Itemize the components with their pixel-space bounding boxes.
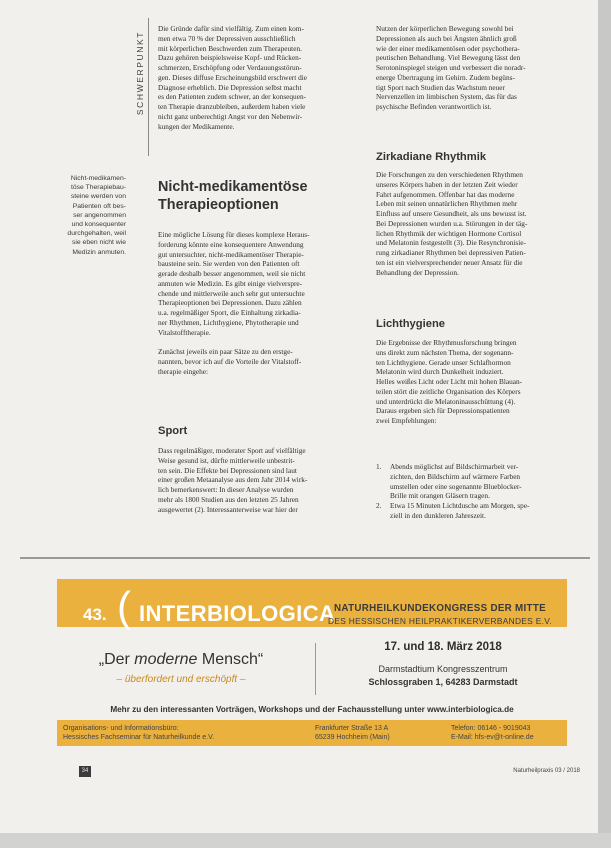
ad-congress-subtitle: DES HESSISCHEN HEILPRAKTIKERVERBANDES E.V. <box>328 616 552 626</box>
text-line: Leben mit seinen unnatürlichen Rhythmen mehr <box>376 199 518 209</box>
text-line: Nervenzellen im limbischen System, das für das <box>376 92 517 102</box>
list-text <box>390 462 576 501</box>
col1-intro <box>158 24 350 131</box>
text-line: Fahrt aufgenommen. Offenbar hat das moderne <box>376 189 515 199</box>
venue-line: Darmstadtium Kongresszentrum <box>378 664 508 674</box>
heading-zirkadiane-rhythmik: Zirkadiane Rhythmik <box>376 151 487 163</box>
email-line: E-Mail: hfs-ev@t-online.de <box>451 734 534 741</box>
list-item <box>376 462 576 501</box>
text-line: tigt Sport nach Studien das Wachstum neuer <box>376 82 505 92</box>
text-line: ten Therapie dranzubleiben, außerdem haben viele <box>158 102 306 111</box>
text-line: rung zirkadianer Rhythmen bei depressiven Patien- <box>376 248 526 257</box>
text-line: therapie eingehe: <box>158 366 209 376</box>
col1-sport <box>158 446 354 514</box>
section-divider <box>148 18 149 156</box>
col2-intro <box>376 24 574 112</box>
text-line: einer großen Metaanalyse aus dem Jahr 2014 wirk- <box>158 475 308 485</box>
text-line: psychische Befinden verantwortlich ist. <box>376 102 492 111</box>
text-line: wie der einer medikamentösen oder psychothera- <box>376 43 520 53</box>
col2-licht <box>376 338 574 426</box>
text-line: ner Rhythmen, Lichthygiene, Phytotherapie und <box>158 317 299 327</box>
text-line: energe Übertragung im Gehirn. Zudem begüns- <box>376 72 515 82</box>
quote-line: und konsequenter <box>71 221 126 229</box>
heading-line: Therapieoptionen <box>158 197 279 213</box>
list-item <box>376 501 576 521</box>
ad-date: 17. und 18. März 2018 <box>384 641 502 653</box>
text-line: Brille mit orangen Gläsern tragen. <box>390 491 490 501</box>
text-line: zwei Empfehlungen: <box>376 416 437 425</box>
quote-line: Patienten oft bes- <box>72 202 126 210</box>
footer-issue: Naturheilpraxis 03 / 2018 <box>513 768 580 774</box>
text-line: und unterdrückt die Melatoninausschüttung (4). <box>376 396 516 406</box>
text-line: unseres Körpers haben in der letzten Zeit wieder <box>376 179 518 189</box>
ad-brand-name: INTERBIOLOGICA <box>139 601 336 626</box>
ad-header-band <box>57 579 567 630</box>
text-line: nicht ganz unberechtigt Angst vor den Nebenwir- <box>158 111 303 121</box>
text-line: peutischen Behandlung. Viel Bewegung lässt den <box>376 53 521 63</box>
text-line: Helles weißes Licht oder Licht mit hohen Blauan- <box>376 377 523 386</box>
list-text <box>390 501 576 521</box>
text-line: Depressionen als auch bei Ängsten ähnlich groß <box>376 33 517 43</box>
text-line: Daraus ergeben sich für Depressionspatienten <box>376 406 510 416</box>
text-line: Eine mögliche Lösung für dieses komplexe Heraus- <box>158 230 310 239</box>
col2-zirk <box>376 170 574 277</box>
text-line: umstellen oder eine sogenannte Blueblocker- <box>390 481 522 491</box>
text-line: mit körperlichen Beschwerden zum Therapeuten. <box>158 43 302 53</box>
text-line: gut untersuchter, nicht-medikamentöser Therapie- <box>158 249 304 259</box>
text-line: ausgewertet (2). Interessanterweise war hier der <box>158 504 298 514</box>
section-label: SCHWERPUNKT <box>135 30 145 116</box>
ad-congress-title: NATURHEILKUNDEKONGRESS DER MITTE <box>334 603 546 614</box>
page-number: 34 <box>79 766 91 777</box>
heading-nicht-medikamentoese <box>158 178 354 214</box>
text-line: Bei Depressionen wurden u.a. Störungen in der täg- <box>376 218 528 228</box>
sidebar-quote <box>42 174 126 257</box>
ad-edition-number: 43. <box>83 605 107 624</box>
organizer-line: Organisations- und Informationsbüro: <box>63 725 179 732</box>
address-line: Frankfurter Straße 13 A <box>315 725 389 732</box>
ad-venue <box>319 663 567 688</box>
text-line: Dass regelmäßiger, moderater Sport auf vielfältige <box>158 446 306 455</box>
venue-line: Schlossgraben 1, 64283 Darmstadt <box>368 676 518 687</box>
scan-edge-bottom <box>0 833 611 848</box>
text-line: Etwa 15 Minuten Lichtdusche am Morgen, spe- <box>390 501 530 510</box>
text-line: Dazu gehören beispielsweise Kopf- und Rücken- <box>158 53 302 63</box>
text-line: u.a. regelmäßiger Sport, die Einhaltung zirkadia- <box>158 308 301 317</box>
ad-divider <box>315 643 316 695</box>
text-line: ten sein. Die Effekte bei Depressionen sind laut <box>158 465 297 475</box>
ad-address <box>315 724 390 742</box>
text-line: kungen der Medikamente. <box>158 121 235 131</box>
ad-contact-band <box>57 720 567 746</box>
text-line: Diagnose erheblich. Die Depression selbst macht <box>158 82 302 92</box>
text-line: bausteine sein. Sie werden von den Patienten oft <box>158 259 300 269</box>
text-line: lich bemerkenswert: In dieser Analyse wurden <box>158 485 294 494</box>
text-line: uns direkt zum nächsten Thema, der sogenann- <box>376 347 514 357</box>
heading-line: Nicht-medikamentöse <box>158 179 308 195</box>
phone-line: Telefon: 06146 - 9019043 <box>451 725 531 732</box>
text-line: Die Forschungen zu den verschiedenen Rhythmen <box>376 170 523 179</box>
motto-part: „Der <box>98 651 135 668</box>
text-line: Zunächst jeweils ein paar Sätze zu den erstge- <box>158 347 293 356</box>
text-line: men etwa 70 % der Depressiven ausschließlich <box>158 33 296 43</box>
recommendations-list <box>376 462 576 521</box>
list-number: 1. <box>376 462 382 471</box>
quote-line: Nicht-medikamen- <box>70 175 126 182</box>
text-line: Nutzen der körperlichen Bewegung sowohl bei <box>376 24 514 33</box>
col1-body <box>158 230 354 376</box>
text-line: es den Patienten zudem schwer, an der konsequen- <box>158 92 307 102</box>
text-line: anmuten wie Medizin. Es gibt einige vielverspre- <box>158 278 303 288</box>
text-line: ten ist ein vielversprechender neuer Ansatz für die <box>376 257 523 267</box>
text-line: chende und mittlerweile auch sehr gut untersuchte <box>158 288 305 298</box>
ad-website-note: Mehr zu den interessanten Vorträgen, Workshops und der Fachausstellung unter www.interbiologica.de <box>110 705 514 714</box>
text-line: lichen Rhythmik der wichtigen Hormone Cortisol <box>376 228 522 238</box>
text-line: gerade deshalb besser angenommen, weil sie nicht <box>158 269 306 278</box>
quote-line: ser angenommen <box>73 211 126 219</box>
interbiologica-advertisement <box>57 571 567 748</box>
list-number: 2. <box>376 501 382 510</box>
organizer-line: Hessisches Fachseminar für Naturheilkunde e.V. <box>63 734 215 741</box>
text-line: Behandlung der Depression. <box>376 267 459 277</box>
scan-edge-right <box>598 0 611 848</box>
quote-line: sie eben nicht wie <box>71 239 126 247</box>
text-line: Vitalstofftherapie. <box>158 327 211 337</box>
quote-line: durchgehalten, weil <box>67 230 126 238</box>
paragraph-gap <box>158 337 354 347</box>
text-line: Die Ergebnisse der Rhythmusforschung bringen <box>376 338 517 347</box>
text-line: Die Gründe dafür sind vielfältig. Zum einen kom- <box>158 24 304 33</box>
text-line: mehr als 1800 Studien aus den letzten 25 Jahren <box>158 494 299 504</box>
text-line: Weise gesund ist, dürfte mittlerweile unbestrit- <box>158 455 295 465</box>
ad-contact <box>451 724 534 742</box>
quote-line: Medizin anmuten. <box>72 248 126 256</box>
ad-motto-subtitle: – überfordert und erschöpft – <box>116 674 246 685</box>
section-separator <box>20 557 590 559</box>
quote-line: töse Therapiebau- <box>70 184 126 192</box>
text-line: und Melatonin festgestellt (3). Die Resynchronisie- <box>376 238 526 248</box>
text-line: gen. Dieses diffuse Erscheinungsbild erschwert die <box>158 72 308 82</box>
text-line: Melatonin wird durch Dunkelheit induziert. <box>376 367 504 377</box>
motto-emphasis: moderne <box>134 651 198 668</box>
text-line: Serotoninspiegel steigen und verbessert die noradr- <box>376 63 526 72</box>
address-line: 65239 Hochheim (Main) <box>315 734 390 741</box>
text-line: Einfluss auf unsere Gesundheit, als uns bewusst ist. <box>376 209 527 218</box>
quote-line: steine werden von <box>70 193 126 201</box>
ad-logo-paren: ( <box>117 583 131 630</box>
text-line: schmerzen, Erschöpfung oder Verdauungsstörun- <box>158 63 302 72</box>
text-line: Abends möglichst auf Bildschirmarbeit ver- <box>390 462 519 471</box>
text-line: teilen stört die zeitliche Organisation des Körpers <box>376 386 521 396</box>
text-line: nannten, bevor ich auf die Vorteile der Vitalstoff- <box>158 356 302 366</box>
text-line: zichten, den Bildschirm auf wärmere Farben <box>390 471 521 481</box>
text-line: ten Lichthygiene. Gerade unser Schlafhormon <box>376 357 511 367</box>
text-line: forderung könnte eine konsequentere Anwendung <box>158 239 304 249</box>
ad-motto <box>61 651 301 669</box>
text-line: ziell in den dunkleren Jahreszeit. <box>390 510 486 520</box>
ad-organizer <box>63 724 214 742</box>
motto-part: Mensch“ <box>197 651 264 668</box>
heading-lichthygiene: Lichthygiene <box>376 318 445 330</box>
text-line: Therapieoptionen bei Depressionen. Dazu zählen <box>158 298 302 308</box>
heading-sport: Sport <box>158 425 188 437</box>
